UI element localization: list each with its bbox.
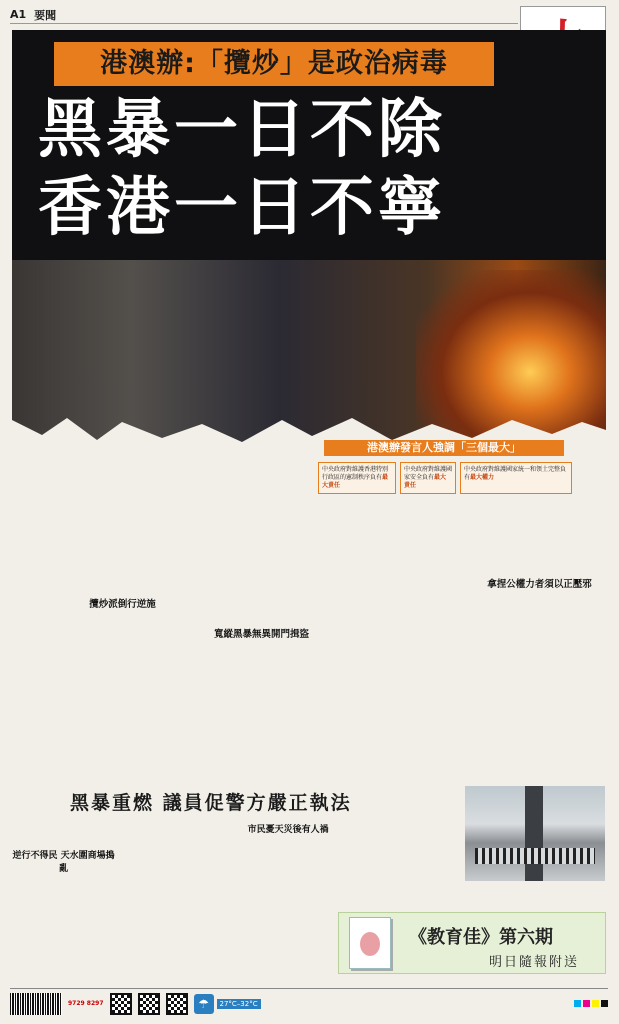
article-column [56,498,189,776]
quote-item-highlight: 最大責任 [404,474,447,489]
hotline [68,1000,104,1008]
quote-item-text: 中央政府對維護香港特別行政區的憲制秩序負有 [322,466,389,481]
story2-column [235,820,342,980]
quote-item-text: 中央政府對維護國家統一和領土完整負有 [464,466,567,481]
qr-code-icon [138,993,160,1015]
story2-headline: 黑暴重燃 議員促警方嚴正執法 [70,792,352,814]
weather-temperature: 27°C–32°C [217,999,261,1009]
section-name: 要聞 [34,8,57,22]
weather-icon: ☂ [194,994,214,1014]
promo-box[interactable] [338,912,606,974]
quote-item-highlight: 最大權力 [470,474,495,481]
article-column [195,498,328,776]
yellow-swatch [592,1000,599,1007]
color-registration-marks [574,1000,608,1007]
mall-photo [465,786,605,881]
story2-column [10,820,117,980]
story2-subhead: 市民憂天災後有人禍 [247,825,329,835]
cyan-swatch [574,1000,581,1007]
page-number: A1 [10,8,27,21]
mall-pillar [525,786,543,881]
quote-item-text: 中央政府對維護國家安全負有 [404,466,453,481]
qr-code-icon [110,993,132,1015]
hotline-number: 9729 8297 [68,999,104,1007]
story2-column [122,820,229,980]
quote-box-items [318,462,578,494]
black-swatch [601,1000,608,1007]
article-column [334,498,467,776]
page-header-strip [10,6,518,24]
hero-kicker: 港澳辦:「攬炒」是政治病毒 [54,42,494,86]
mall-crowd [475,848,595,864]
story2-subhead: 逆行不得民 天水圍商場搗亂 [12,851,115,874]
quote-item-highlight: 最大責任 [322,474,389,489]
quote-item-3 [460,462,572,494]
quote-box [318,440,578,504]
article-subhead: 拿捏公權力者須以正壓邪 [487,579,592,590]
hero-headline-line1: 黑暴一日不除 [38,93,446,167]
qr-code-icon [166,993,188,1015]
quote-item-1 [318,462,396,494]
weather [194,994,261,1014]
magenta-swatch [583,1000,590,1007]
article-subhead: 寬縱黑暴無異開門揖盜 [213,629,309,640]
footer-strip [10,988,608,1018]
hero-banner [12,30,606,445]
main-article [56,498,606,776]
hero-headline-line2: 香港一日不寧 [38,171,446,245]
barcode-icon [10,993,62,1015]
quote-box-title: 港澳辦發言人強調「三個最大」 [324,440,564,456]
promo-subtitle: 明日隨報附送 [489,955,580,970]
magazine-cover-icon [349,917,391,969]
article-subhead: 攬炒派倒行逆施 [89,599,156,610]
promo-title: 《教育佳》第六期 [409,927,553,948]
quote-item-2 [400,462,456,494]
article-column [473,498,606,776]
